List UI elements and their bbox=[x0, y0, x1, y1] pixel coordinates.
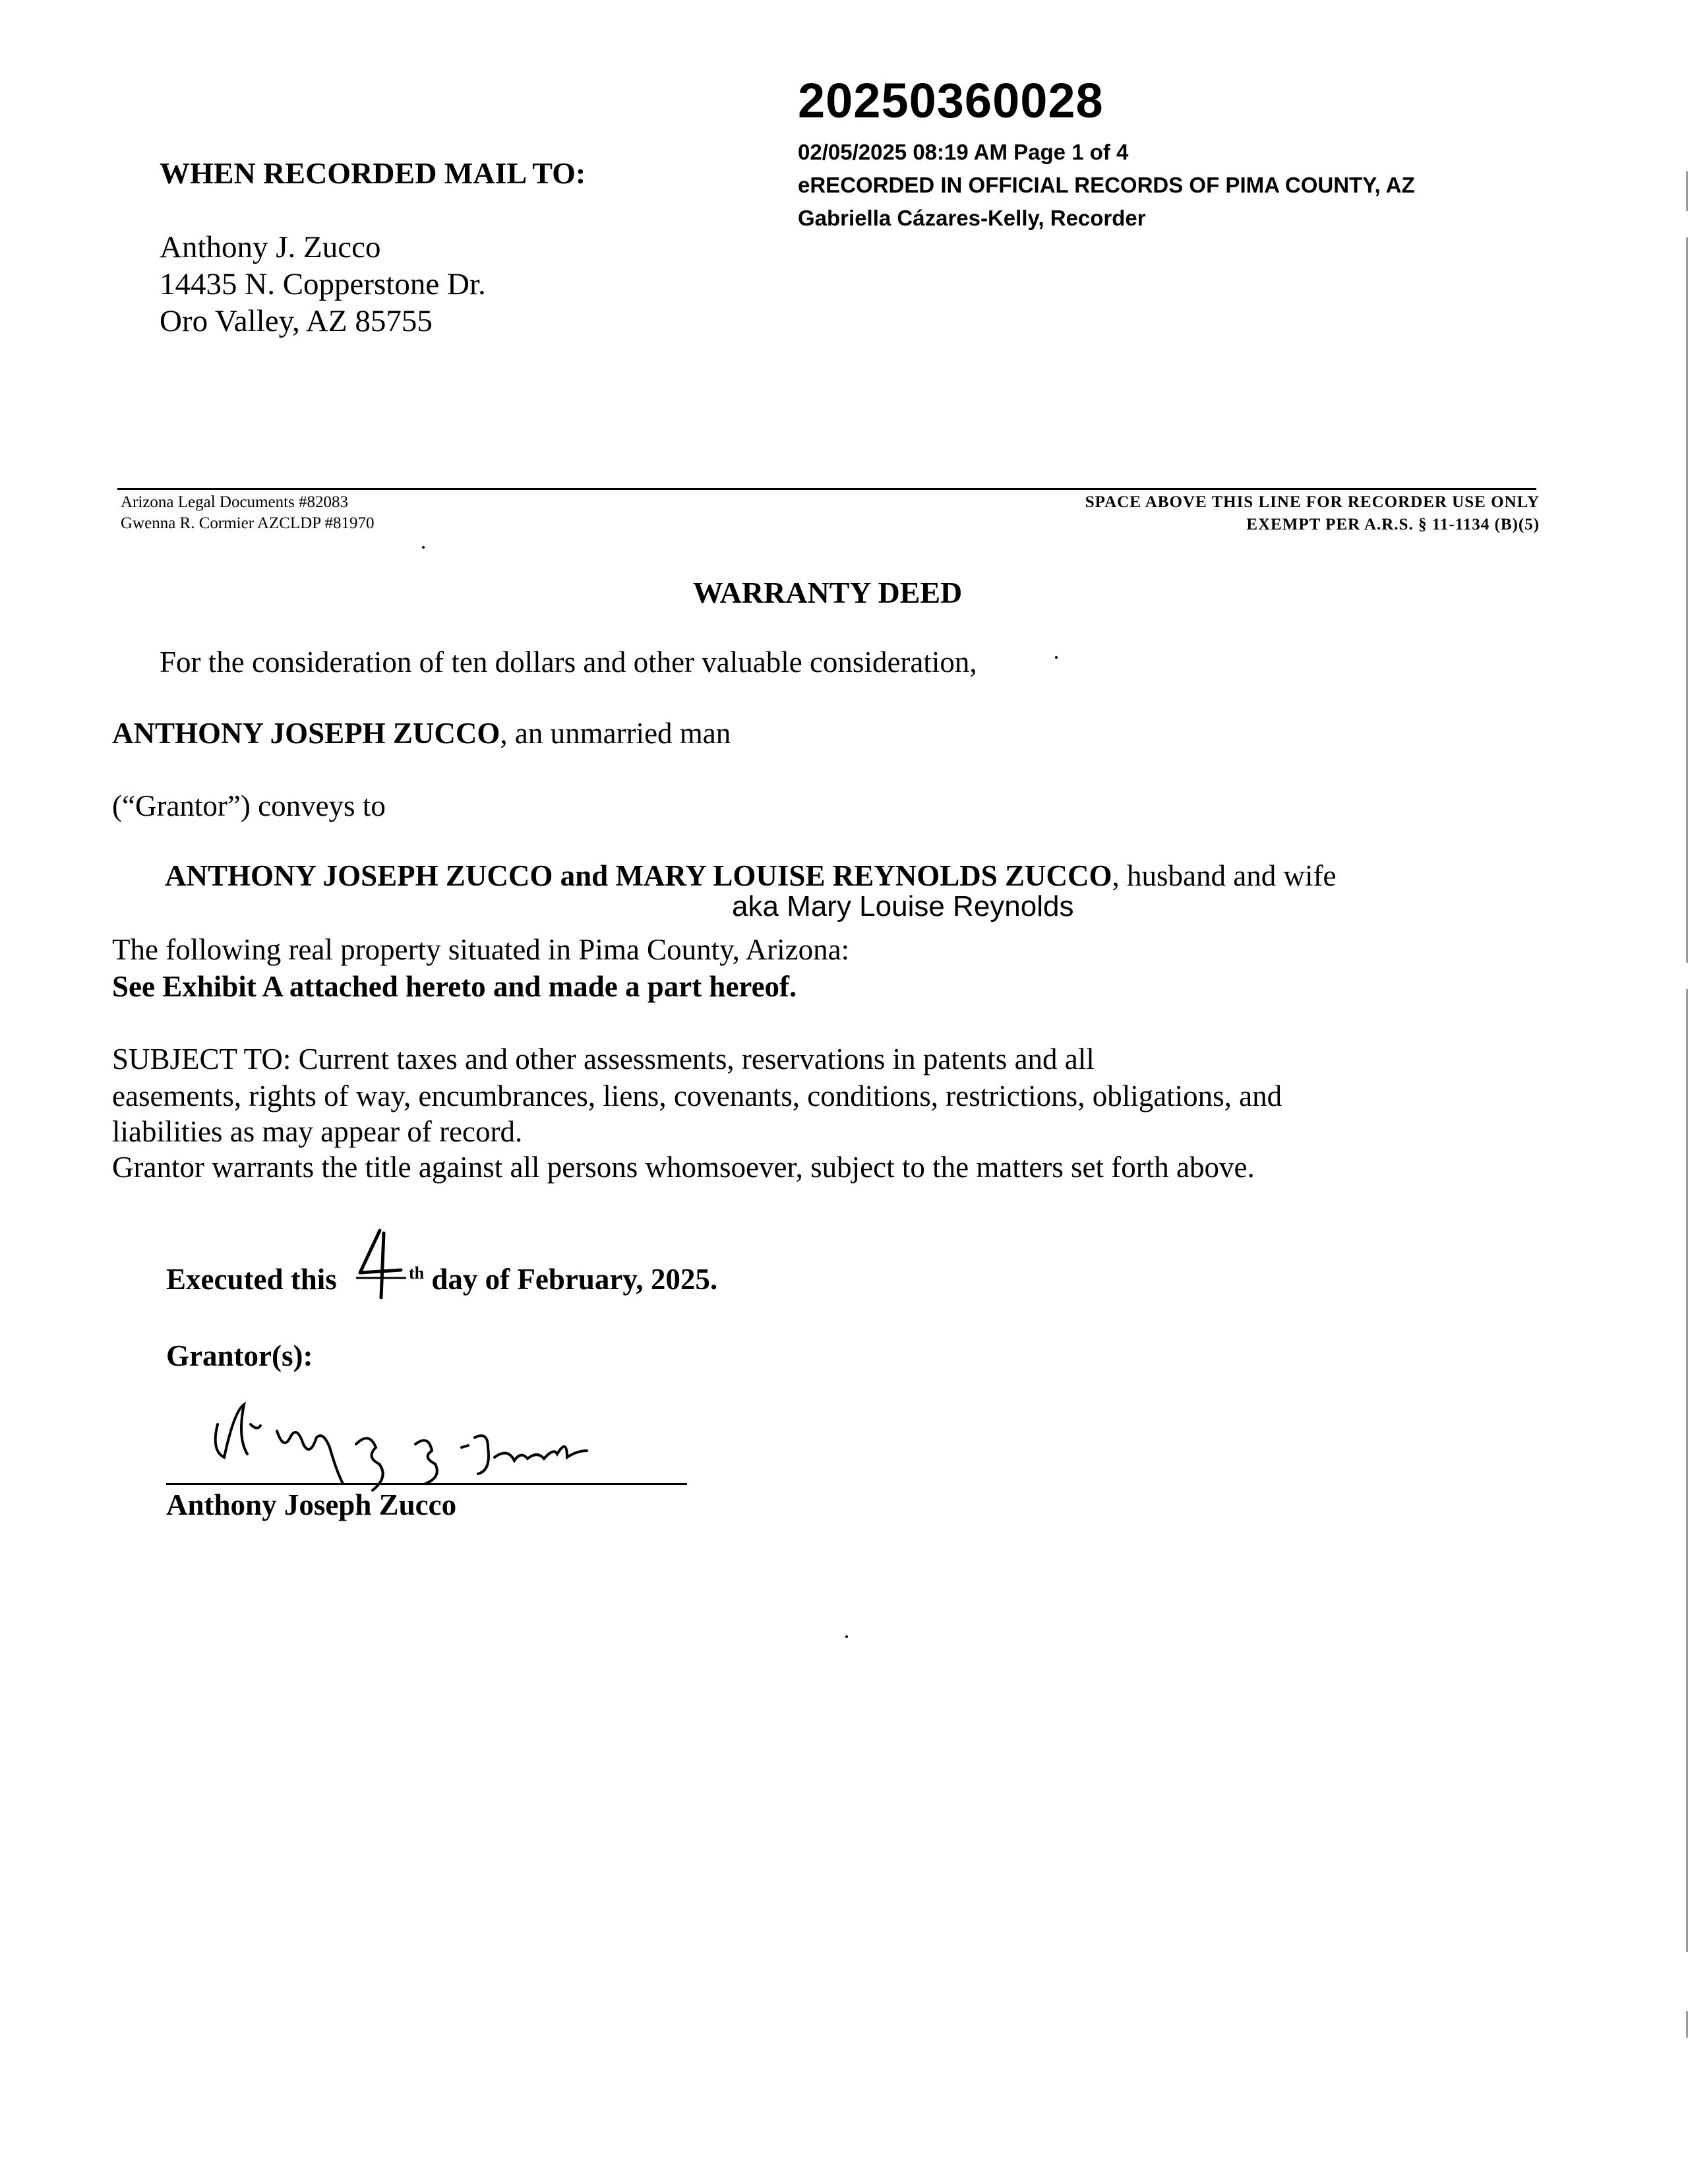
mail-to-heading: WHEN RECORDED MAIL TO: bbox=[160, 156, 586, 190]
recorder-use-notice: SPACE ABOVE THIS LINE FOR RECORDER USE ONLY bbox=[1085, 493, 1540, 511]
document-number: 20250360028 bbox=[798, 73, 1104, 128]
grantor-paragraph bbox=[112, 716, 731, 750]
official-records-line: eRECORDED IN OFFICIAL RECORDS OF PIMA COUNTY, AZ bbox=[798, 173, 1415, 197]
preparer-line-2: Gwenna R. Cormier AZCLDP #81970 bbox=[121, 514, 375, 532]
mail-to-street: 14435 N. Copperstone Dr. bbox=[160, 267, 486, 301]
exemption-notice: EXEMPT PER A.R.S. § 11-1134 (B)(5) bbox=[1246, 516, 1540, 533]
mail-to-name: Anthony J. Zucco bbox=[160, 230, 381, 264]
warranty-text: Grantor warrants the title against all persons whomsoever, subject to the matters set forth above. bbox=[112, 1151, 1255, 1184]
ordinal-suffix: th bbox=[409, 1263, 425, 1283]
grantor-signature bbox=[198, 1385, 640, 1497]
mail-to-city: Oro Valley, AZ 85755 bbox=[160, 304, 433, 338]
grantee-paragraph bbox=[165, 859, 1336, 893]
executed-date-text: day of February, 2025. bbox=[424, 1263, 718, 1296]
executed-suffix bbox=[409, 1262, 717, 1296]
consideration-text: For the consideration of ten dollars and other valuable consideration, bbox=[160, 646, 977, 679]
preparer-line-1: Arizona Legal Documents #82083 bbox=[121, 493, 349, 511]
grantor-status: , an unmarried man bbox=[500, 717, 731, 750]
recorder-name: Gabriella Cázares-Kelly, Recorder bbox=[798, 206, 1146, 230]
grantors-label: Grantor(s): bbox=[166, 1339, 313, 1372]
scan-speck bbox=[422, 546, 425, 549]
subject-to-line-1: SUBJECT TO: Current taxes and other assessments, reservations in patents and all bbox=[112, 1043, 1095, 1076]
scan-speck bbox=[1055, 656, 1058, 659]
recording-date-line: 02/05/2025 08:19 AM Page 1 of 4 bbox=[798, 140, 1129, 164]
handwritten-day-number bbox=[355, 1227, 407, 1299]
scan-speck bbox=[845, 1635, 848, 1638]
subject-to-line-2: easements, rights of way, encumbrances, liens, covenants, conditions, restrictions, obligations, and bbox=[112, 1079, 1282, 1112]
grantor-name: ANTHONY JOSEPH ZUCCO bbox=[112, 717, 500, 750]
subject-to-line-3: liabilities as may appear of record. bbox=[112, 1115, 523, 1148]
executed-prefix: Executed this bbox=[166, 1263, 337, 1296]
property-location-text: The following real property situated in Pima County, Arizona: bbox=[112, 933, 850, 966]
grantee-aka: aka Mary Louise Reynolds bbox=[732, 890, 1074, 923]
recorder-use-line bbox=[117, 488, 1536, 490]
grantee-names: ANTHONY JOSEPH ZUCCO and MARY LOUISE REYNOLDS ZUCCO bbox=[165, 859, 1112, 892]
deed-title: WARRANTY DEED bbox=[692, 576, 963, 609]
signatory-name: Anthony Joseph Zucco bbox=[166, 1488, 457, 1521]
grantee-status: , husband and wife bbox=[1112, 859, 1337, 892]
conveys-text: (“Grantor”) conveys to bbox=[112, 789, 386, 822]
exhibit-reference: See Exhibit A attached hereto and made a part hereof. bbox=[112, 970, 797, 1003]
signature-line bbox=[166, 1483, 687, 1485]
